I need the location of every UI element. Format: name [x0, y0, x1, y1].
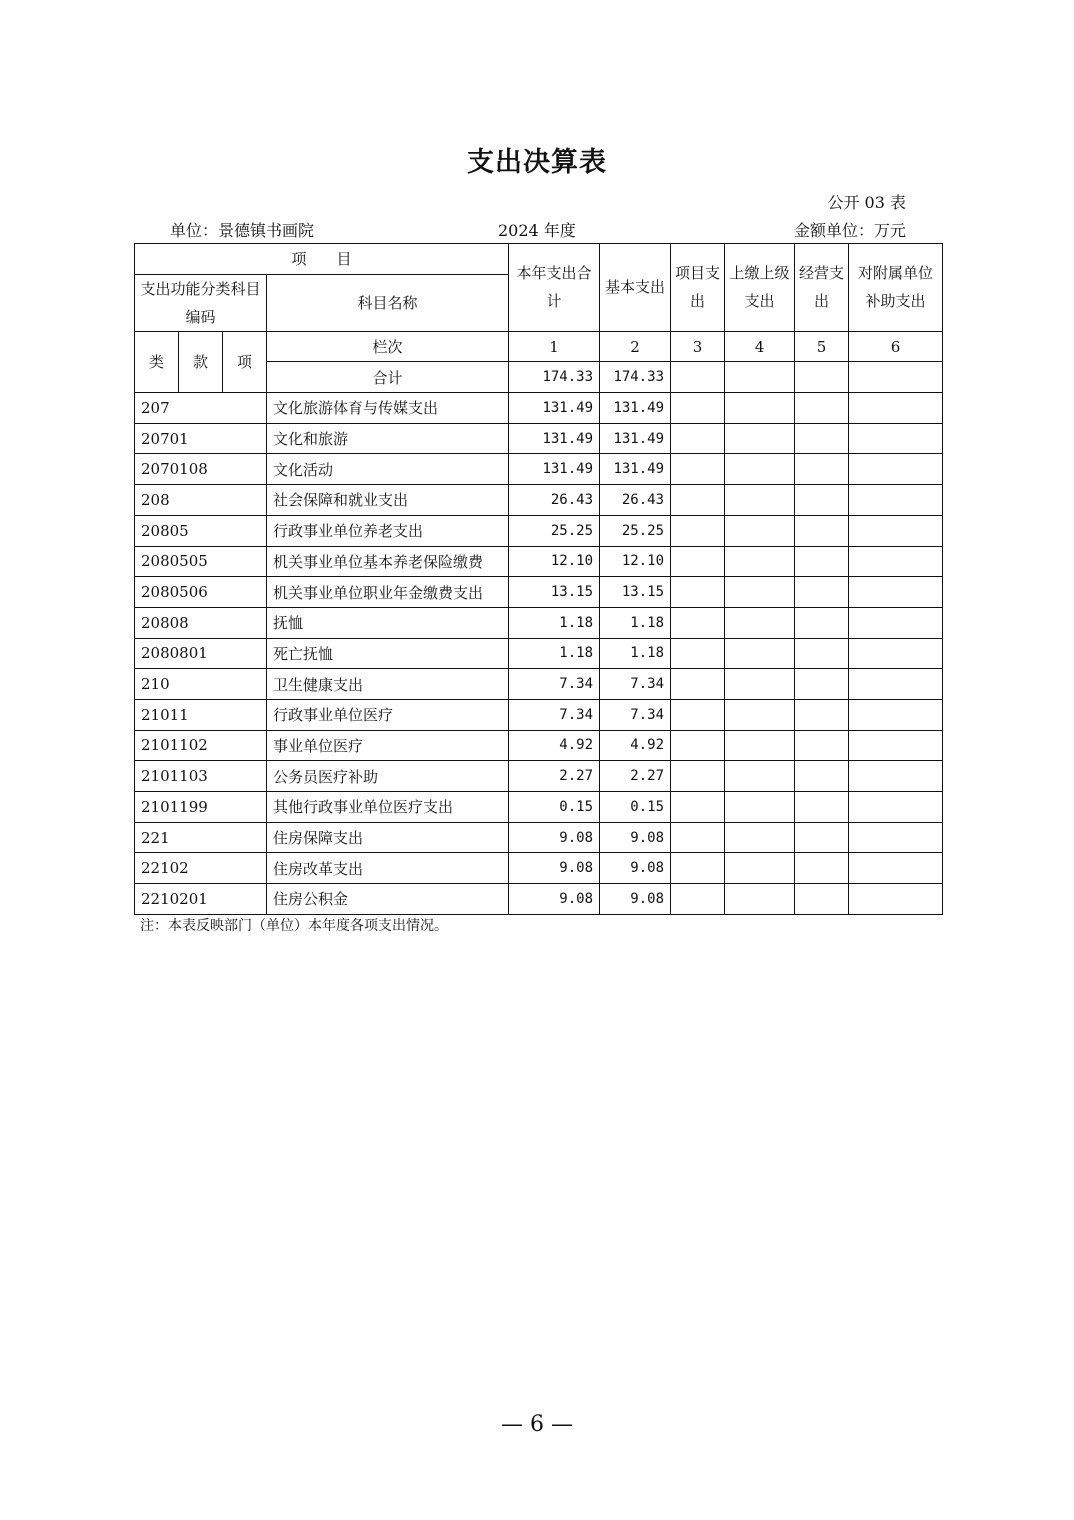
empty-cell	[671, 730, 725, 761]
row-value-1: 26.43	[509, 485, 600, 516]
row-value-1: 9.08	[509, 853, 600, 884]
empty-cell	[849, 393, 943, 424]
row-name: 文化活动	[267, 454, 509, 485]
row-code: 20701	[135, 423, 267, 454]
empty-cell	[795, 822, 849, 853]
empty-cell	[849, 485, 943, 516]
header-col3: 项目支出	[671, 244, 725, 332]
empty-cell	[795, 669, 849, 700]
empty-cell	[849, 853, 943, 884]
empty-cell	[795, 362, 849, 393]
empty-cell	[671, 607, 725, 638]
row-name: 住房保障支出	[267, 822, 509, 853]
empty-cell	[849, 699, 943, 730]
header-col2: 基本支出	[600, 244, 671, 332]
col-number-4: 4	[725, 331, 795, 362]
empty-cell	[725, 761, 795, 792]
row-value-2: 4.92	[600, 730, 671, 761]
row-code: 2101102	[135, 730, 267, 761]
expenditure-table	[134, 243, 943, 915]
table-note: 注：本表反映部门（单位）本年度各项支出情况。	[140, 918, 448, 934]
empty-cell	[849, 730, 943, 761]
row-value-2: 131.49	[600, 393, 671, 424]
empty-cell	[671, 393, 725, 424]
empty-cell	[725, 607, 795, 638]
empty-cell	[671, 853, 725, 884]
row-value-2: 1.18	[600, 607, 671, 638]
row-value-2: 131.49	[600, 454, 671, 485]
empty-cell	[849, 515, 943, 546]
empty-cell	[795, 884, 849, 915]
header-col4: 上缴上级支出	[725, 244, 795, 332]
empty-cell	[795, 638, 849, 669]
table-row	[135, 761, 943, 792]
col-number-3: 3	[671, 331, 725, 362]
empty-cell	[725, 485, 795, 516]
empty-cell	[795, 792, 849, 823]
row-value-1: 9.08	[509, 822, 600, 853]
row-code: 2080505	[135, 546, 267, 577]
table-row	[135, 607, 943, 638]
empty-cell	[725, 792, 795, 823]
empty-cell	[725, 884, 795, 915]
row-value-2: 26.43	[600, 485, 671, 516]
empty-cell	[795, 853, 849, 884]
year-label: 2024 年度	[498, 221, 576, 240]
table-row	[135, 853, 943, 884]
empty-cell	[849, 423, 943, 454]
row-name: 行政事业单位养老支出	[267, 515, 509, 546]
empty-cell	[671, 761, 725, 792]
empty-cell	[725, 730, 795, 761]
total-label: 合计	[267, 362, 509, 393]
row-code: 20805	[135, 515, 267, 546]
row-value-2: 1.18	[600, 638, 671, 669]
empty-cell	[725, 853, 795, 884]
row-value-2: 7.34	[600, 669, 671, 700]
empty-cell	[795, 485, 849, 516]
row-value-1: 131.49	[509, 423, 600, 454]
row-code: 207	[135, 393, 267, 424]
header-project: 项 目	[135, 244, 509, 275]
row-value-2: 9.08	[600, 884, 671, 915]
row-value-1: 9.08	[509, 884, 600, 915]
empty-cell	[725, 577, 795, 608]
unit-label: 单位：景德镇书画院	[170, 221, 315, 240]
row-code: 2101103	[135, 761, 267, 792]
total-value-2: 174.33	[600, 362, 671, 393]
table-row	[135, 577, 943, 608]
empty-cell	[795, 454, 849, 485]
table-row	[135, 669, 943, 700]
empty-cell	[671, 792, 725, 823]
row-name: 行政事业单位医疗	[267, 699, 509, 730]
empty-cell	[725, 454, 795, 485]
empty-cell	[725, 699, 795, 730]
empty-cell	[849, 546, 943, 577]
row-name: 文化和旅游	[267, 423, 509, 454]
table-row	[135, 822, 943, 853]
empty-cell	[849, 761, 943, 792]
form-number: 公开 03 表	[827, 193, 906, 212]
row-code: 2210201	[135, 884, 267, 915]
row-value-2: 131.49	[600, 423, 671, 454]
row-name: 其他行政事业单位医疗支出	[267, 792, 509, 823]
table-row	[135, 884, 943, 915]
empty-cell	[849, 454, 943, 485]
table-row	[135, 423, 943, 454]
row-name: 文化旅游体育与传媒支出	[267, 393, 509, 424]
row-value-2: 9.08	[600, 853, 671, 884]
row-value-1: 7.34	[509, 669, 600, 700]
header-func-code: 支出功能分类科目编码	[135, 274, 267, 331]
empty-cell	[671, 669, 725, 700]
row-value-1: 131.49	[509, 454, 600, 485]
empty-cell	[725, 393, 795, 424]
page-number: — 6 —	[501, 1412, 573, 1437]
empty-cell	[795, 761, 849, 792]
empty-cell	[671, 638, 725, 669]
row-value-1: 1.18	[509, 638, 600, 669]
col-number-2: 2	[600, 331, 671, 362]
row-code: 210	[135, 669, 267, 700]
row-value-1: 4.92	[509, 730, 600, 761]
row-code: 20808	[135, 607, 267, 638]
row-value-2: 25.25	[600, 515, 671, 546]
empty-cell	[725, 638, 795, 669]
row-name: 抚恤	[267, 607, 509, 638]
empty-cell	[849, 362, 943, 393]
empty-cell	[671, 515, 725, 546]
table-row	[135, 485, 943, 516]
row-value-1: 7.34	[509, 699, 600, 730]
row-value-2: 9.08	[600, 822, 671, 853]
header-lanci: 栏次	[267, 331, 509, 362]
table-row	[135, 515, 943, 546]
row-name: 社会保障和就业支出	[267, 485, 509, 516]
row-name: 死亡抚恤	[267, 638, 509, 669]
row-name: 事业单位医疗	[267, 730, 509, 761]
row-value-2: 2.27	[600, 761, 671, 792]
header-subject-name: 科目名称	[267, 274, 509, 331]
empty-cell	[849, 792, 943, 823]
col-number-6: 6	[849, 331, 943, 362]
empty-cell	[671, 485, 725, 516]
row-code: 208	[135, 485, 267, 516]
empty-cell	[671, 546, 725, 577]
empty-cell	[795, 423, 849, 454]
row-value-1: 0.15	[509, 792, 600, 823]
empty-cell	[671, 699, 725, 730]
row-name: 机关事业单位职业年金缴费支出	[267, 577, 509, 608]
header-section: 款	[179, 331, 223, 392]
empty-cell	[849, 577, 943, 608]
empty-cell	[795, 515, 849, 546]
page-title: 支出决算表	[467, 147, 607, 178]
row-value-2: 13.15	[600, 577, 671, 608]
table-row	[135, 699, 943, 730]
header-col6: 对附属单位补助支出	[849, 244, 943, 332]
empty-cell	[795, 699, 849, 730]
empty-cell	[671, 423, 725, 454]
row-name: 卫生健康支出	[267, 669, 509, 700]
empty-cell	[849, 607, 943, 638]
row-name: 住房公积金	[267, 884, 509, 915]
row-code: 2080801	[135, 638, 267, 669]
empty-cell	[725, 546, 795, 577]
empty-cell	[795, 577, 849, 608]
empty-cell	[725, 423, 795, 454]
empty-cell	[671, 884, 725, 915]
empty-cell	[725, 515, 795, 546]
header-category: 类	[135, 331, 179, 392]
header-item: 项	[223, 331, 267, 392]
empty-cell	[671, 577, 725, 608]
table-row	[135, 792, 943, 823]
row-value-2: 7.34	[600, 699, 671, 730]
row-value-2: 0.15	[600, 792, 671, 823]
empty-cell	[849, 669, 943, 700]
row-value-1: 131.49	[509, 393, 600, 424]
empty-cell	[849, 638, 943, 669]
table-row	[135, 638, 943, 669]
money-unit-label: 金额单位：万元	[793, 221, 906, 240]
total-value-1: 174.33	[509, 362, 600, 393]
empty-cell	[725, 822, 795, 853]
empty-cell	[795, 730, 849, 761]
table-row	[135, 730, 943, 761]
row-code: 2080506	[135, 577, 267, 608]
row-code: 2101199	[135, 792, 267, 823]
row-value-1: 12.10	[509, 546, 600, 577]
empty-cell	[795, 393, 849, 424]
empty-cell	[849, 884, 943, 915]
row-code: 21011	[135, 699, 267, 730]
table-row	[135, 546, 943, 577]
header-col1: 本年支出合计	[509, 244, 600, 332]
col-number-5: 5	[795, 331, 849, 362]
row-value-1: 25.25	[509, 515, 600, 546]
row-code: 22102	[135, 853, 267, 884]
row-value-2: 12.10	[600, 546, 671, 577]
empty-cell	[725, 362, 795, 393]
empty-cell	[795, 607, 849, 638]
empty-cell	[671, 454, 725, 485]
empty-cell	[725, 669, 795, 700]
table-row	[135, 393, 943, 424]
empty-cell	[849, 822, 943, 853]
empty-cell	[671, 362, 725, 393]
col-number-1: 1	[509, 331, 600, 362]
row-name: 公务员医疗补助	[267, 761, 509, 792]
row-value-1: 2.27	[509, 761, 600, 792]
row-code: 221	[135, 822, 267, 853]
row-value-1: 1.18	[509, 607, 600, 638]
row-code: 2070108	[135, 454, 267, 485]
table-row	[135, 454, 943, 485]
empty-cell	[671, 822, 725, 853]
row-name: 机关事业单位基本养老保险缴费	[267, 546, 509, 577]
row-name: 住房改革支出	[267, 853, 509, 884]
row-value-1: 13.15	[509, 577, 600, 608]
header-col5: 经营支出	[795, 244, 849, 332]
empty-cell	[795, 546, 849, 577]
